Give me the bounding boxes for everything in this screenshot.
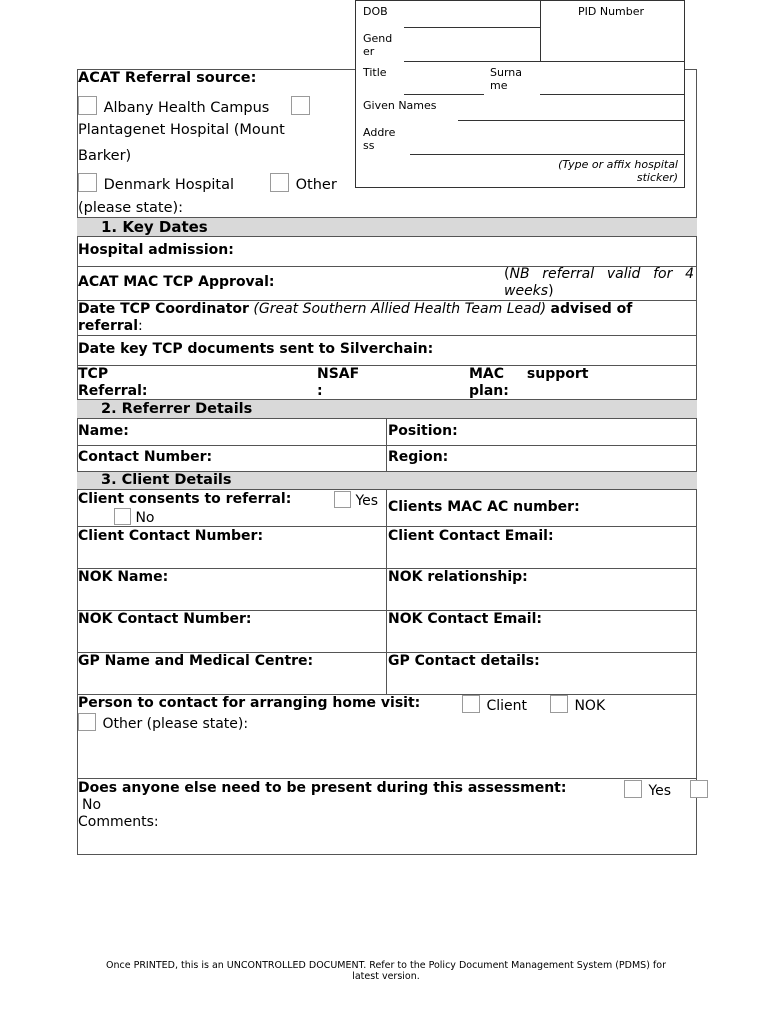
nok-relationship-label: NOK relationship:: [388, 569, 528, 585]
anyone-yes-option[interactable]: [624, 780, 671, 799]
date-tcp-bold2: advised of referral: [78, 301, 633, 334]
column-divider: [386, 490, 387, 694]
row-divider: [77, 526, 697, 527]
column-divider: [386, 419, 387, 471]
gender-label: Gend er: [363, 32, 393, 58]
row-divider: [77, 445, 697, 446]
date-tcp-coordinator: [78, 301, 696, 335]
referrer-position-label: Position:: [388, 423, 458, 439]
anyone-yes-checkbox[interactable]: [624, 780, 642, 798]
nb-referral-note: [504, 266, 694, 300]
anyone-yes-label: Yes: [648, 783, 672, 799]
comments-label: Comments:: [78, 814, 159, 830]
nok-number-label: NOK Contact Number:: [78, 611, 252, 627]
address-label: Addre ss: [363, 126, 396, 152]
section-client-header: [77, 471, 697, 490]
contact-other-option[interactable]: [78, 713, 248, 732]
surname-line: [540, 94, 684, 95]
pid-divider: [540, 1, 541, 61]
footer-line2: latest version.: [352, 971, 420, 982]
pid-label: PID Number: [578, 5, 645, 18]
given-names-label: Given Names: [363, 99, 437, 112]
client-email-label: Client Contact Email:: [388, 528, 554, 544]
contact-client-checkbox[interactable]: [462, 695, 480, 713]
contact-other-checkbox[interactable]: [78, 713, 96, 731]
given-names-line: [458, 120, 684, 121]
section-referrer-title: 2. Referrer Details: [101, 401, 253, 417]
consent-yes-checkbox[interactable]: [334, 491, 351, 508]
date-docs-label: Date key TCP documents sent to Silverchain:: [78, 341, 434, 357]
denmark-label: Denmark Hospital: [103, 177, 235, 193]
nsaf-label: NSAF :: [317, 366, 360, 399]
referral-option-other[interactable]: [270, 173, 337, 193]
referral-source-heading: ACAT Referral source:: [78, 70, 257, 86]
nok-email-label: NOK Contact Email:: [388, 611, 542, 627]
denmark-checkbox[interactable]: [78, 173, 97, 192]
plantagenet-label-line1: Plantagenet Hospital (Mount: [78, 122, 285, 138]
anyone-no-label: No: [82, 797, 102, 813]
consents-label: Client consents to referral:: [78, 491, 292, 507]
tcp-referral-label: TCP Referral:: [78, 366, 148, 399]
albany-checkbox[interactable]: [78, 96, 97, 115]
other-checkbox[interactable]: [270, 173, 289, 192]
title-label: Title: [363, 66, 387, 79]
contact-nok-checkbox[interactable]: [550, 695, 568, 713]
section-key-dates-header: [77, 217, 697, 237]
hospital-sticker-box: [355, 0, 685, 188]
referrer-name-label: Name:: [78, 423, 129, 439]
gp-contact-label: GP Contact details:: [388, 653, 540, 669]
address-line: [410, 154, 684, 155]
section-key-dates-title: 1. Key Dates: [101, 218, 208, 236]
date-tcp-colon: :: [138, 318, 143, 334]
nb-open: (: [504, 266, 510, 282]
nok-name-label: NOK Name:: [78, 569, 169, 585]
mac-ac-number-label: Clients MAC AC number:: [388, 499, 580, 515]
sticker-note: (Type or affix hospital sticker): [558, 158, 678, 184]
title-line: [404, 94, 484, 95]
footer-notice: [60, 960, 712, 982]
hospital-admission-label: Hospital admission:: [78, 242, 234, 258]
consent-yes-option[interactable]: [334, 491, 378, 509]
mac-support-label: MAC support plan:: [469, 366, 589, 399]
date-tcp-bold: Date TCP Coordinator: [78, 301, 249, 317]
consent-no-label: No: [135, 510, 155, 526]
plantagenet-label-line2: Barker): [78, 148, 132, 164]
nb-note-text: NB referral valid for 4 weeks: [504, 266, 694, 299]
nb-close: ): [548, 283, 554, 299]
referral-option-denmark[interactable]: [78, 173, 234, 193]
consent-no-option[interactable]: [114, 508, 155, 526]
client-contact-label: Client Contact Number:: [78, 528, 264, 544]
other-please-state: (please state):: [78, 200, 184, 216]
row-divider: [77, 365, 697, 366]
albany-label: Albany Health Campus: [103, 100, 270, 116]
row-divider: [77, 568, 697, 569]
referrer-region-label: Region:: [388, 449, 449, 465]
date-tcp-italic: (Great Southern Allied Health Team Lead): [253, 301, 547, 317]
consent-no-checkbox[interactable]: [114, 508, 131, 525]
contact-client-label: Client: [486, 698, 527, 714]
anyone-else-label: Does anyone else need to be present during this assessment:: [78, 780, 567, 796]
referrer-contact-label: Contact Number:: [78, 449, 213, 465]
section-referrer-header: [77, 399, 697, 419]
section-client-title: 3. Client Details: [101, 472, 232, 488]
gender-line: [404, 61, 684, 62]
plantagenet-checkbox[interactable]: [291, 96, 310, 115]
referral-option-albany[interactable]: [78, 96, 269, 116]
row-divider: [77, 778, 697, 779]
contact-other-label: Other (please state):: [102, 716, 249, 732]
footer-line1: Once PRINTED, this is an UNCONTROLLED DOCUMENT. Refer to the Policy Document Management System (PDMS) for: [106, 960, 666, 971]
anyone-no-checkbox[interactable]: [690, 780, 708, 798]
dob-line: [404, 27, 540, 28]
consent-yes-label: Yes: [355, 493, 379, 509]
row-divider: [77, 335, 697, 336]
person-contact-label: Person to contact for arranging home visit:: [78, 695, 421, 711]
other-label: Other: [295, 177, 337, 193]
acat-mac-label: ACAT MAC TCP Approval:: [78, 274, 275, 290]
gp-name-label: GP Name and Medical Centre:: [78, 653, 314, 669]
contact-nok-label: NOK: [574, 698, 606, 714]
contact-nok-option[interactable]: [550, 695, 605, 714]
contact-client-option[interactable]: [462, 695, 527, 714]
surname-label: Surna me: [490, 66, 522, 92]
dob-label: DOB: [363, 5, 388, 18]
